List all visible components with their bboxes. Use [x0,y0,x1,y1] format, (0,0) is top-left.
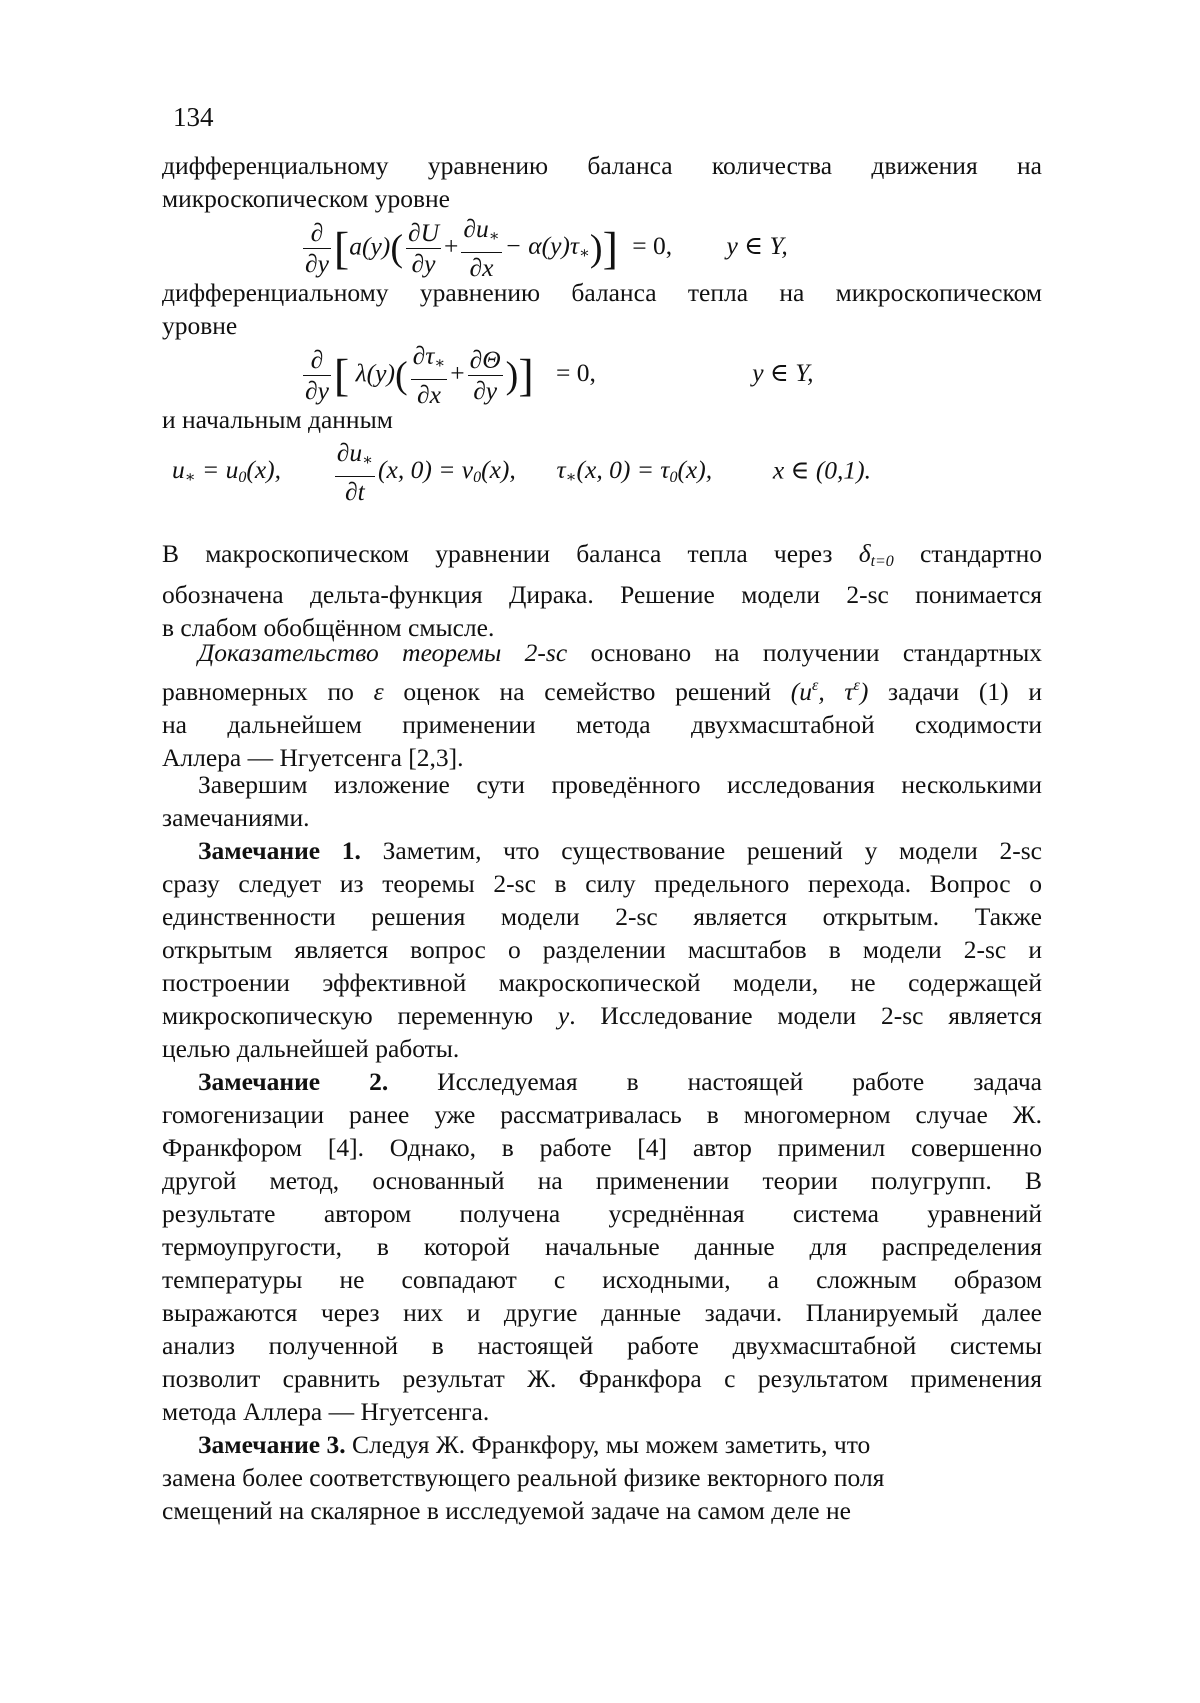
fraction-du-dx: ∂u∗ ∂x [461,214,501,283]
text-line: Замечание 3. Следуя Ж. Франкфору, мы можем заметить, что [162,1428,1042,1461]
coefficient-a: a(y) [349,231,390,260]
text-line: Доказательство теоремы 2-sc основано на получении стандартных [162,636,1042,669]
text-line: обозначена дельта-функция Дирака. Решение модели 2-sc понимается [162,578,1042,611]
initial-temperature: τ∗(x, 0) = τ0(x), [557,455,713,484]
initial-velocity: (x, 0) = v0(x), [378,455,516,484]
text-line: результате автором получена усреднённая система уравнений [162,1197,1042,1230]
equation-initial-data [172,438,871,507]
text-line: дифференциальному уравнению баланса количества движения на [162,149,1042,182]
fraction-dtheta-dy: ∂Θ ∂y [468,345,503,406]
fraction-dtau-dx: ∂τ∗ ∂x [411,341,448,410]
text-line: целью дальнейшей работы. [162,1032,1042,1065]
paragraph-proof [162,636,1042,774]
text-line: анализ полученной в настоящей работе двухмасштабной системы [162,1329,1042,1362]
equation-domain: y ∈ Y, [752,358,813,387]
text-line: Аллера — Нгуетсенга [2,3]. [162,741,1042,774]
remark-2 [162,1065,1042,1428]
text-line: Замечание 1. Заметим, что существование решений у модели 2-sc [162,834,1042,867]
remark-3 [162,1428,1042,1527]
left-bracket: [ [334,350,349,401]
paragraph-dirac-delta [162,537,1042,644]
text-line: дифференциальному уравнению баланса тепла на микроскопическом [162,276,1042,309]
plus-sign: + [444,231,458,260]
left-bracket: [ [334,223,349,274]
text-line: построении эффективной макроскопической модели, не содержащей [162,966,1042,999]
solution-family: (uε, τε) [791,677,869,706]
remark-label: Замечание 3. [198,1430,346,1459]
text-line: микроскопическую переменную y. Исследование модели 2-sc является [162,999,1042,1032]
left-paren: ( [395,355,408,397]
text-line: открытым является вопрос о разделении масштабов в модели 2-sc и [162,933,1042,966]
right-bracket: ] [518,350,533,401]
text-line: В макроскопическом уравнении баланса тепла через δt=0 стандартно [162,537,1042,578]
paragraph-heat-intro [162,276,1042,342]
text-line: температуры не совпадают с исходными, а сложным образом [162,1263,1042,1296]
paragraph-initial-data-intro [162,403,1042,436]
remark-1 [162,834,1042,1065]
equals-zero: = 0, [556,358,596,387]
page-number: 134 [173,104,214,131]
text-line: гомогенизации ранее уже рассматривалась в многомерном случае Ж. [162,1098,1042,1131]
plus-sign: + [450,358,464,387]
equation-domain: y ∈ Y, [727,231,788,260]
right-paren: ) [506,355,519,397]
text-line: метода Аллера — Нгуетсенга. [162,1395,1042,1428]
text-line: равномерных по ε оценок на семейство решений (uε, τε) задачи (1) и [162,669,1042,708]
text-line: позволит сравнить результат Ж. Франкфора с результатом применения [162,1362,1042,1395]
equation-domain: x ∈ (0,1). [773,455,871,484]
text-line: смещений на скалярное в исследуемой задаче на самом деле не [162,1494,1042,1527]
right-bracket: ] [603,223,618,274]
fraction-d-dy: ∂ ∂y [303,218,331,279]
text-line: другой метод, основанный на применении теории полугрупп. В [162,1164,1042,1197]
text-line: уровне [162,309,1042,342]
paragraph-remarks-intro [162,768,1042,834]
text-line: выражаются через них и другие данные задачи. Планируемый далее [162,1296,1042,1329]
paragraph-momentum-intro [162,149,1042,215]
equation-heat-micro [300,341,813,410]
text-line: микроскопическом уровне [162,182,1042,215]
text-line: единственности решения модели 2-sc является открытым. Также [162,900,1042,933]
text-line: сразу следует из теоремы 2-sc в силу предельного перехода. Вопрос о [162,867,1042,900]
initial-displacement: u∗ = u0(x), [172,455,281,484]
text-line: Франкфором [4]. Однако, в работе [4] автор применил совершенно [162,1131,1042,1164]
coefficient-lambda: λ(y) [356,358,395,387]
text-line: Завершим изложение сути проведённого исследования несколькими [162,768,1042,801]
right-paren: ) [590,228,603,270]
document-page [0,0,1200,1703]
delta-symbol: δt=0 [859,539,894,568]
proof-lead: Доказательство теоремы 2-sc [198,638,567,667]
text-line: на дальнейшем применении метода двухмасштабной сходимости [162,708,1042,741]
text-line: Замечание 2. Исследуемая в настоящей работе задача [162,1065,1042,1098]
alpha-tau-term: − α(y)τ∗ [505,231,590,260]
remark-label: Замечание 2. [198,1067,388,1096]
fraction-dU-dy: ∂U ∂y [406,218,441,279]
remark-label: Замечание 1. [198,836,361,865]
text-line: замена более соответствующего реальной физике векторного поля [162,1461,1042,1494]
text-line: и начальным данным [162,403,1042,436]
text-line: термоупругости, в которой начальные данные для распределения [162,1230,1042,1263]
left-paren: ( [390,228,403,270]
text-line: замечаниями. [162,801,1042,834]
fraction-du-dt: ∂u∗ ∂t [335,438,375,507]
text-line: в слабом обобщённом смысле. [162,611,1042,644]
equals-zero: = 0, [632,231,672,260]
fraction-d-dy: ∂ ∂y [303,345,331,406]
equation-momentum-micro [300,214,788,283]
